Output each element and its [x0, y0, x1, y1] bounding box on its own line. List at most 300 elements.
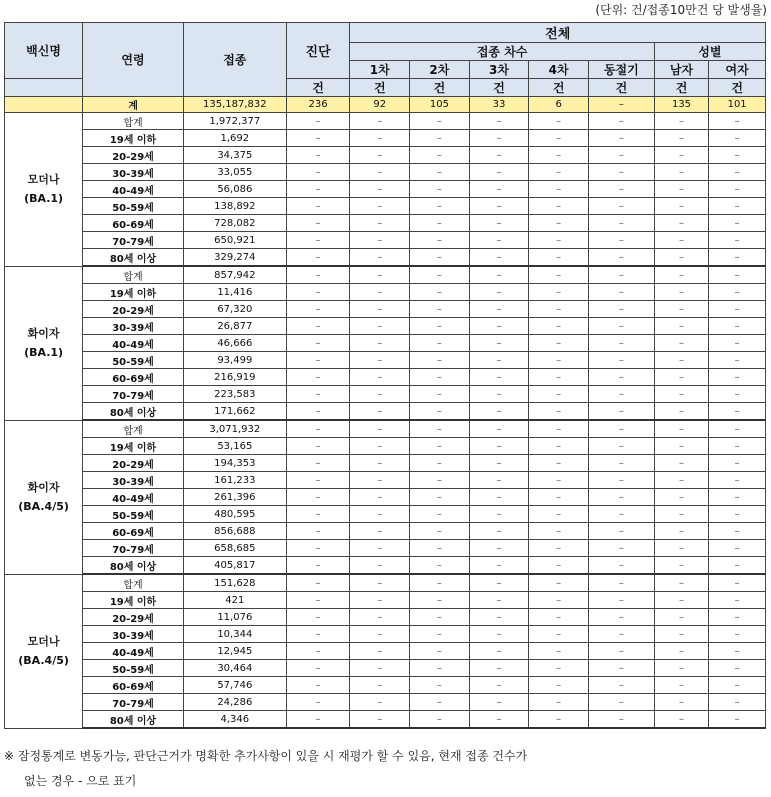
doses-cell: 650,921: [183, 232, 286, 249]
value-cell: –: [286, 694, 350, 711]
value-cell: –: [350, 335, 410, 352]
value-cell: –: [350, 694, 410, 711]
header-vaccine-blank: [5, 79, 83, 97]
doses-cell: 216,919: [183, 369, 286, 386]
value-cell: –: [588, 284, 654, 301]
value-cell: –: [469, 626, 529, 643]
value-cell: –: [469, 420, 529, 438]
value-cell: –: [350, 420, 410, 438]
value-cell: –: [469, 215, 529, 232]
value-cell: –: [654, 335, 708, 352]
vaccine-name-cell: [5, 574, 83, 728]
value-cell: –: [350, 677, 410, 694]
doses-cell: 33,055: [183, 164, 286, 181]
table-row: [5, 386, 766, 403]
value-cell: –: [286, 318, 350, 335]
value-cell: –: [588, 506, 654, 523]
value-cell: –: [286, 643, 350, 660]
age-cell: 합계: [83, 574, 184, 592]
value-cell: –: [529, 232, 589, 249]
value-cell: –: [654, 318, 708, 335]
age-cell: 60-69세: [83, 523, 184, 540]
value-cell: –: [350, 711, 410, 729]
value-cell: –: [588, 181, 654, 198]
value-cell: –: [286, 506, 350, 523]
value-cell: –: [350, 266, 410, 284]
age-cell: 70-79세: [83, 694, 184, 711]
value-cell: –: [709, 249, 766, 267]
value-cell: –: [529, 130, 589, 147]
value-cell: –: [286, 335, 350, 352]
value-cell: –: [588, 438, 654, 455]
total-dose-1: 92: [350, 97, 410, 113]
value-cell: –: [529, 489, 589, 506]
value-cell: –: [350, 643, 410, 660]
value-cell: –: [588, 198, 654, 215]
table-row: [5, 249, 766, 267]
value-cell: –: [469, 403, 529, 421]
header-vaccine: 백신명: [5, 23, 83, 79]
doses-cell: 11,416: [183, 284, 286, 301]
value-cell: –: [469, 352, 529, 369]
value-cell: –: [654, 164, 708, 181]
value-cell: –: [469, 130, 529, 147]
value-cell: –: [529, 215, 589, 232]
value-cell: –: [588, 626, 654, 643]
value-cell: –: [588, 403, 654, 421]
value-cell: –: [350, 147, 410, 164]
value-cell: –: [709, 438, 766, 455]
value-cell: –: [654, 130, 708, 147]
age-cell: 50-59세: [83, 506, 184, 523]
value-cell: –: [654, 301, 708, 318]
value-cell: –: [588, 266, 654, 284]
value-cell: –: [529, 438, 589, 455]
header-dose-winter: 동절기: [588, 61, 654, 79]
doses-cell: 138,892: [183, 198, 286, 215]
value-cell: –: [286, 301, 350, 318]
value-cell: –: [529, 523, 589, 540]
value-cell: –: [410, 523, 470, 540]
value-cell: –: [529, 420, 589, 438]
age-cell: 19세 이하: [83, 130, 184, 147]
table-row: [5, 266, 766, 284]
age-cell: 50-59세: [83, 660, 184, 677]
value-cell: –: [588, 147, 654, 164]
value-cell: –: [469, 438, 529, 455]
value-cell: –: [469, 472, 529, 489]
value-cell: –: [529, 335, 589, 352]
value-cell: –: [654, 677, 708, 694]
value-cell: –: [350, 164, 410, 181]
header-total: 전체: [350, 23, 766, 43]
value-cell: –: [654, 352, 708, 369]
value-cell: –: [654, 489, 708, 506]
value-cell: –: [350, 198, 410, 215]
unit-cell: 건: [410, 79, 470, 97]
table-row: [5, 335, 766, 352]
value-cell: –: [350, 557, 410, 575]
footnote: [4, 744, 766, 794]
unit-cell: 건: [469, 79, 529, 97]
table-row: [5, 352, 766, 369]
value-cell: –: [350, 181, 410, 198]
value-cell: –: [410, 249, 470, 267]
age-cell: 40-49세: [83, 181, 184, 198]
value-cell: –: [410, 386, 470, 403]
value-cell: –: [410, 147, 470, 164]
vaccine-variant: (BA.4/5): [18, 654, 69, 667]
value-cell: –: [529, 198, 589, 215]
value-cell: –: [286, 369, 350, 386]
value-cell: –: [588, 643, 654, 660]
vaccine-name: 화이자: [27, 481, 60, 494]
unit-cell: 건: [529, 79, 589, 97]
vaccine-adverse-event-table: [4, 22, 766, 729]
footnote-line-2: 없는 경우 - 으로 표기: [24, 774, 137, 788]
value-cell: –: [709, 660, 766, 677]
table-row: [5, 489, 766, 506]
value-cell: –: [529, 318, 589, 335]
value-cell: –: [286, 660, 350, 677]
unit-note: (단위: 건/접종10만건 당 발생율): [595, 3, 767, 17]
value-cell: –: [654, 574, 708, 592]
unit-cell: 건: [654, 79, 708, 97]
value-cell: –: [654, 557, 708, 575]
value-cell: –: [286, 113, 350, 130]
value-cell: –: [709, 113, 766, 130]
value-cell: –: [654, 181, 708, 198]
value-cell: –: [709, 557, 766, 575]
value-cell: –: [529, 626, 589, 643]
value-cell: –: [410, 592, 470, 609]
value-cell: –: [588, 249, 654, 267]
value-cell: –: [350, 284, 410, 301]
table-row: [5, 660, 766, 677]
value-cell: –: [410, 113, 470, 130]
value-cell: –: [654, 694, 708, 711]
value-cell: –: [350, 609, 410, 626]
value-cell: –: [469, 557, 529, 575]
total-diagnosis: 236: [286, 97, 350, 113]
doses-cell: 67,320: [183, 301, 286, 318]
value-cell: –: [529, 403, 589, 421]
value-cell: –: [350, 301, 410, 318]
doses-cell: 728,082: [183, 215, 286, 232]
table-row: [5, 420, 766, 438]
value-cell: –: [529, 455, 589, 472]
doses-cell: 421: [183, 592, 286, 609]
value-cell: –: [588, 232, 654, 249]
value-cell: –: [410, 506, 470, 523]
value-cell: –: [469, 506, 529, 523]
doses-cell: 856,688: [183, 523, 286, 540]
value-cell: –: [654, 626, 708, 643]
vaccine-name-cell: [5, 113, 83, 267]
value-cell: –: [588, 113, 654, 130]
doses-cell: 10,344: [183, 626, 286, 643]
value-cell: –: [588, 164, 654, 181]
value-cell: –: [709, 574, 766, 592]
header-female: 여자: [709, 61, 766, 79]
value-cell: –: [709, 420, 766, 438]
value-cell: –: [654, 284, 708, 301]
value-cell: –: [410, 557, 470, 575]
doses-cell: 26,877: [183, 318, 286, 335]
value-cell: –: [588, 130, 654, 147]
value-cell: –: [529, 164, 589, 181]
footnote-line-1: ※ 잠정통계로 변동가능, 판단근거가 명확한 추가사항이 있을 시 재평가 할 수 있음, 현재 접종 건수가: [4, 749, 528, 763]
value-cell: –: [529, 266, 589, 284]
value-cell: –: [588, 455, 654, 472]
age-cell: 80세 이상: [83, 249, 184, 267]
value-cell: –: [410, 215, 470, 232]
table-row: [5, 574, 766, 592]
value-cell: –: [654, 609, 708, 626]
value-cell: –: [709, 130, 766, 147]
value-cell: –: [709, 352, 766, 369]
age-cell: 19세 이하: [83, 438, 184, 455]
age-cell: 60-69세: [83, 677, 184, 694]
value-cell: –: [350, 113, 410, 130]
value-cell: –: [709, 369, 766, 386]
age-cell: 20-29세: [83, 609, 184, 626]
doses-cell: 56,086: [183, 181, 286, 198]
value-cell: –: [469, 335, 529, 352]
age-cell: 60-69세: [83, 369, 184, 386]
value-cell: –: [654, 506, 708, 523]
value-cell: –: [709, 677, 766, 694]
value-cell: –: [529, 660, 589, 677]
value-cell: –: [350, 130, 410, 147]
value-cell: –: [529, 301, 589, 318]
value-cell: –: [410, 489, 470, 506]
table-row: [5, 181, 766, 198]
value-cell: –: [588, 574, 654, 592]
value-cell: –: [410, 369, 470, 386]
age-cell: 합계: [83, 266, 184, 284]
value-cell: –: [286, 232, 350, 249]
value-cell: –: [709, 181, 766, 198]
age-cell: 80세 이상: [83, 403, 184, 421]
value-cell: –: [654, 660, 708, 677]
age-cell: 30-39세: [83, 164, 184, 181]
value-cell: –: [469, 592, 529, 609]
value-cell: –: [350, 489, 410, 506]
value-cell: –: [410, 626, 470, 643]
value-cell: –: [286, 438, 350, 455]
value-cell: –: [654, 711, 708, 729]
value-cell: –: [469, 232, 529, 249]
value-cell: –: [529, 540, 589, 557]
value-cell: –: [350, 626, 410, 643]
vaccine-group: [5, 420, 766, 574]
value-cell: –: [410, 335, 470, 352]
value-cell: –: [410, 540, 470, 557]
vaccine-variant: (BA.4/5): [18, 500, 69, 513]
value-cell: –: [529, 574, 589, 592]
age-cell: 70-79세: [83, 540, 184, 557]
unit-cell: 건: [286, 79, 350, 97]
value-cell: –: [350, 215, 410, 232]
value-cell: –: [350, 592, 410, 609]
doses-cell: 480,595: [183, 506, 286, 523]
value-cell: –: [410, 352, 470, 369]
value-cell: –: [469, 369, 529, 386]
value-cell: –: [709, 284, 766, 301]
table-row: [5, 232, 766, 249]
doses-cell: 171,662: [183, 403, 286, 421]
value-cell: –: [709, 147, 766, 164]
value-cell: –: [286, 284, 350, 301]
doses-cell: 57,746: [183, 677, 286, 694]
value-cell: –: [588, 472, 654, 489]
value-cell: –: [588, 557, 654, 575]
value-cell: –: [529, 284, 589, 301]
header-age: 연령: [83, 23, 184, 97]
age-cell: 70-79세: [83, 232, 184, 249]
value-cell: –: [410, 472, 470, 489]
table-row: [5, 677, 766, 694]
table-row: [5, 523, 766, 540]
age-cell: 20-29세: [83, 455, 184, 472]
table-row: [5, 198, 766, 215]
vaccine-name: 화이자: [27, 327, 60, 340]
table-row: [5, 113, 766, 130]
value-cell: –: [469, 113, 529, 130]
table-row: [5, 215, 766, 232]
value-cell: –: [588, 540, 654, 557]
value-cell: –: [469, 540, 529, 557]
value-cell: –: [529, 181, 589, 198]
value-cell: –: [709, 335, 766, 352]
value-cell: –: [410, 403, 470, 421]
value-cell: –: [350, 472, 410, 489]
doses-cell: 3,071,932: [183, 420, 286, 438]
total-dose-2: 105: [410, 97, 470, 113]
doses-cell: 194,353: [183, 455, 286, 472]
value-cell: –: [350, 523, 410, 540]
total-dose-4: 6: [529, 97, 589, 113]
value-cell: –: [469, 249, 529, 267]
age-cell: 합계: [83, 113, 184, 130]
value-cell: –: [709, 386, 766, 403]
value-cell: –: [709, 318, 766, 335]
value-cell: –: [286, 592, 350, 609]
value-cell: –: [350, 574, 410, 592]
doses-cell: 11,076: [183, 609, 286, 626]
header-dose-2: 2차: [410, 61, 470, 79]
doses-cell: 53,165: [183, 438, 286, 455]
value-cell: –: [654, 369, 708, 386]
value-cell: –: [469, 711, 529, 729]
value-cell: –: [286, 386, 350, 403]
value-cell: –: [529, 694, 589, 711]
value-cell: –: [588, 609, 654, 626]
value-cell: –: [709, 609, 766, 626]
total-female: 101: [709, 97, 766, 113]
value-cell: –: [588, 215, 654, 232]
value-cell: –: [410, 694, 470, 711]
value-cell: –: [410, 164, 470, 181]
value-cell: –: [529, 677, 589, 694]
value-cell: –: [469, 198, 529, 215]
value-cell: –: [350, 506, 410, 523]
value-cell: –: [654, 540, 708, 557]
value-cell: –: [469, 181, 529, 198]
doses-cell: 4,346: [183, 711, 286, 729]
value-cell: –: [529, 609, 589, 626]
age-cell: 19세 이하: [83, 592, 184, 609]
total-row-body: [5, 97, 766, 113]
value-cell: –: [410, 130, 470, 147]
value-cell: –: [469, 677, 529, 694]
value-cell: –: [709, 694, 766, 711]
value-cell: –: [469, 660, 529, 677]
doses-cell: 151,628: [183, 574, 286, 592]
value-cell: –: [286, 540, 350, 557]
doses-cell: 34,375: [183, 147, 286, 164]
vaccine-name-cell: [5, 420, 83, 574]
value-cell: –: [529, 592, 589, 609]
value-cell: –: [350, 318, 410, 335]
table-row: [5, 403, 766, 421]
age-cell: 20-29세: [83, 301, 184, 318]
value-cell: –: [350, 540, 410, 557]
doses-cell: 261,396: [183, 489, 286, 506]
value-cell: –: [469, 164, 529, 181]
age-cell: 20-29세: [83, 147, 184, 164]
value-cell: –: [410, 677, 470, 694]
value-cell: –: [286, 147, 350, 164]
age-cell: 40-49세: [83, 643, 184, 660]
value-cell: –: [410, 609, 470, 626]
value-cell: –: [350, 249, 410, 267]
value-cell: –: [588, 677, 654, 694]
table-row: [5, 301, 766, 318]
table-row: [5, 147, 766, 164]
value-cell: –: [654, 113, 708, 130]
age-cell: 60-69세: [83, 215, 184, 232]
value-cell: –: [529, 557, 589, 575]
value-cell: –: [286, 249, 350, 267]
value-cell: –: [654, 420, 708, 438]
unit-cell: 건: [350, 79, 410, 97]
header-dose-order: 접종 차수: [350, 43, 654, 61]
table-row: [5, 284, 766, 301]
value-cell: –: [654, 523, 708, 540]
value-cell: –: [588, 420, 654, 438]
value-cell: –: [469, 284, 529, 301]
value-cell: –: [469, 318, 529, 335]
table-row: [5, 694, 766, 711]
value-cell: –: [529, 711, 589, 729]
table-row: [5, 130, 766, 147]
table-row: [5, 438, 766, 455]
value-cell: –: [709, 540, 766, 557]
value-cell: –: [469, 694, 529, 711]
value-cell: –: [469, 643, 529, 660]
value-cell: –: [588, 711, 654, 729]
doses-cell: 1,692: [183, 130, 286, 147]
value-cell: –: [709, 455, 766, 472]
table-row: [5, 455, 766, 472]
table-row: [5, 506, 766, 523]
value-cell: –: [286, 523, 350, 540]
age-cell: 50-59세: [83, 352, 184, 369]
value-cell: –: [654, 438, 708, 455]
value-cell: –: [654, 472, 708, 489]
